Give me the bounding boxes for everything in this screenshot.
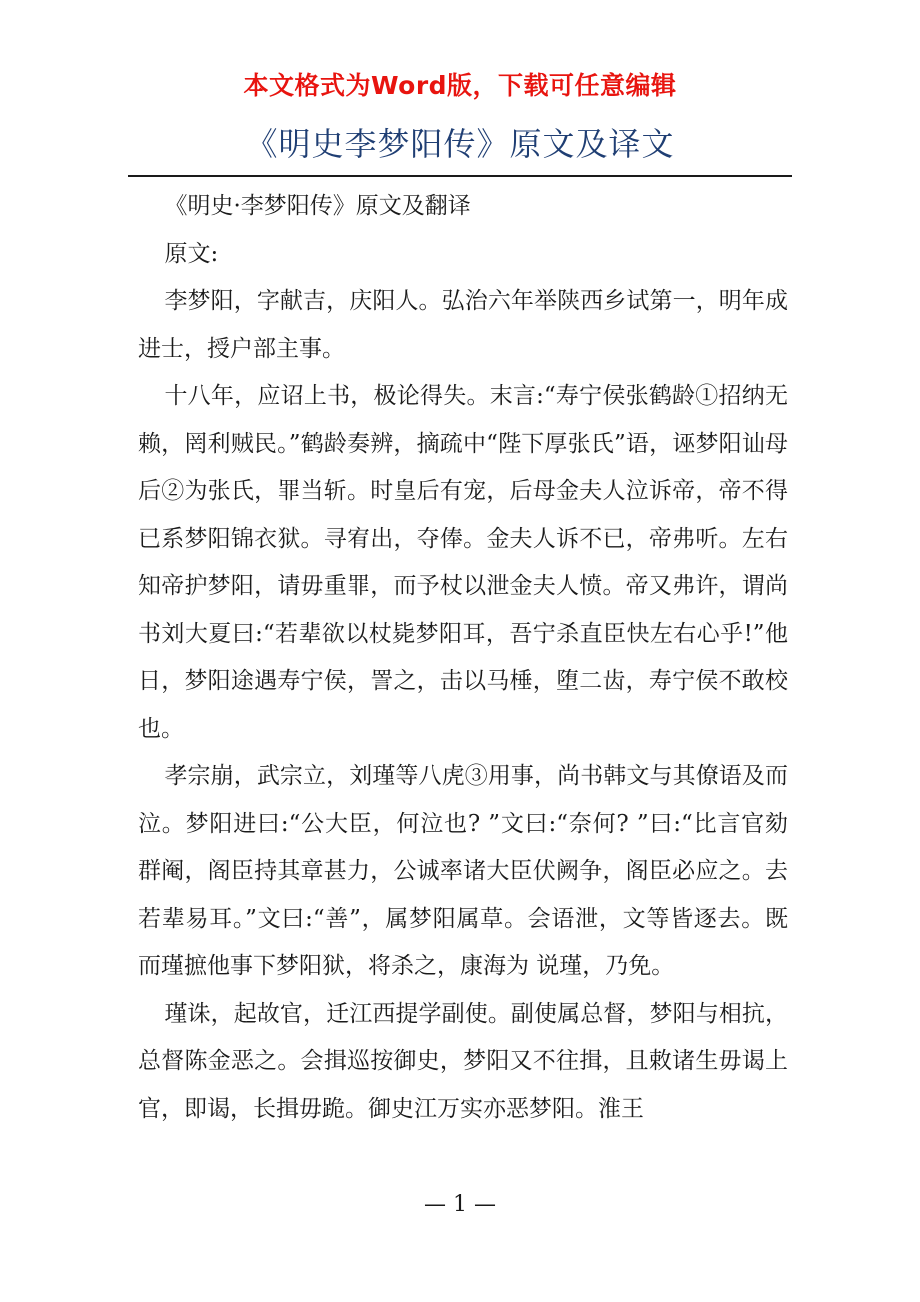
- paragraph: 瑾诛，起故官，迁江西提学副使。副使属总督，梦阳与相抗，总督陈金恶之。会揖巡按御史，梦阳又不往揖，且敕诸生毋谒上官，即谒，长揖毋跪。御史江万实亦恶梦阳。淮王: [138, 1000, 788, 1122]
- page-number: — 1 —: [424, 1192, 496, 1217]
- paragraph: 孝宗崩，武宗立，刘瑾等八虎③用事，尚书韩文与其僚语及而泣。梦阳进曰:“公大臣，何泣也? ”文曰:“奈何? ”曰:“比言官劾群阉，阁臣持其章甚力，公诚率诸大臣伏阙争，阁臣必应之。去若辈易耳。”文曰:“善”，属梦阳属草。会语泄，文等皆逐去。既而瑾摭他事下梦阳狱，将杀之，康海为 说瑾，乃免。: [138, 763, 788, 979]
- format-notice: 本文格式为Word版，下载可任意编辑: [243, 71, 677, 100]
- title-divider: [128, 175, 792, 177]
- document-body: [138, 183, 788, 1133]
- body-subtitle: 《明史·李梦阳传》原文及翻译: [164, 193, 471, 219]
- paragraph: 十八年，应诏上书，极论得失。末言:“寿宁侯张鹤龄①招纳无赖，罔利贼民。”鹤龄奏辨，摘疏中“陛下厚张氏”语，诬梦阳讪母后②为张氏，罪当斩。时皇后有宠，后母金夫人泣诉帝，帝不得已系梦阳锦衣狱。寻宥出，夺俸。金夫人诉不已，帝弗听。左右知帝护梦阳，请毋重罪，而予杖以泄金夫人愤。帝又弗许，谓尚书刘大夏曰:“若辈欲以杖毙梦阳耳，吾宁杀直臣快左右心乎!”他日，梦阳途遇寿宁侯，詈之，击以马棰，堕二齿，寿宁侯不敢校也。: [138, 383, 788, 742]
- paragraph: 李梦阳，字献吉，庆阳人。弘治六年举陕西乡试第一，明年成进士，授户部主事。: [138, 288, 788, 362]
- section-label: 原文:: [164, 240, 219, 267]
- document-title: 《明史李梦阳传》原文及译文: [245, 125, 675, 163]
